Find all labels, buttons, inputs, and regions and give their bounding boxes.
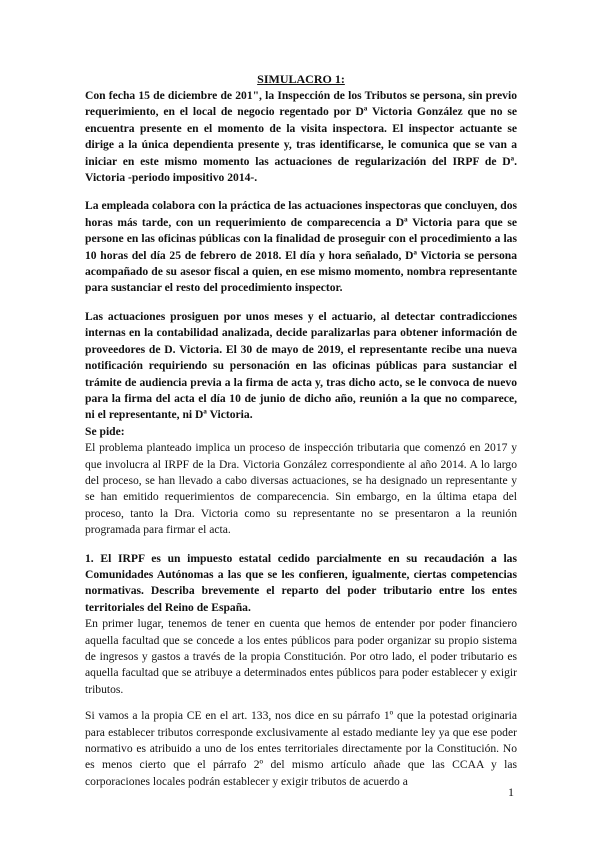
question-1: 1. El IRPF es un impuesto estatal cedido parcialmente en su recaudación a las Comunidades Autónomas a las que se les confieren, igualmente, ciertas competencias normativas. Describa brevemente el reparto del poder tributario entre los entes territoriales del Reino de España. (85, 551, 517, 614)
answer-paragraph-1: En primer lugar, tenemos de tener en cuenta que hemos de entender por poder financiero aquella facultad que se concede a los entes públicos para poder organizar su propio sistema de ingresos y gastos a través de la propia Constitución. Por otro lado, el poder tributario es aquella facultad que se atribuye a determinados entes públicos para poder establecer y exigir tributos. (85, 617, 517, 696)
document-page (85, 72, 517, 790)
answer-paragraph-2: Si vamos a la propia CE en el art. 133, nos dice en su párrafo 1º que la potestad originaria para establecer tributos corresponde exclusivamente al estado mediante ley ya que ese poder normativo es atribuido a uno de los entes territoriales directamente por la Constitución. No es menos cierto que el párrafo 2º del mismo artículo añade que las CCAA y las corporaciones locales podrán establecer y exigir tributos de acuerdo a (85, 709, 517, 788)
case-paragraph-2: La empleada colabora con la práctica de las actuaciones inspectoras que concluyen, dos horas más tarde, con un requerimiento de comparecencia a Dª Victoria para que se persone en las oficinas públicas con la finalidad de proseguir con el procedimiento a las 10 horas del día 25 de febrero de 2018. El día y hora señalado, Dª Victoria se persona acompañado de su asesor fiscal a quien, en ese mismo momento, nombra representante para sustanciar el resto del procedimiento inspector. (85, 199, 517, 295)
se-pide-text: El problema planteado implica un proceso de inspección tributaria que comenzó en 2017 y que involucra al IRPF de la Dra. Victoria González correspondiente al año 2014. A lo largo del proceso, se han llevado a cabo diversas actuaciones, se ha designado un representante y se han emitido requerimientos de comparecencia. Sin embargo, en la última etapa del proceso, tanto la Dra. Victoria como su representante no se presentaron a la reunión programada para firmar el acta. (85, 441, 517, 537)
case-paragraph-3: Las actuaciones prosiguen por unos meses y el actuario, al detectar contradicciones internas en la contabilidad analizada, decide paralizarlas para obtener información de proveedores de D. Victoria. El 30 de mayo de 2019, el representante recibe una nueva notificación requiriendo su personación en las oficinas públicas para sustanciar el trámite de audiencia previa a la firma de acta y, tras dicho acto, se le convoca de nuevo para la firma del acta el día 10 de junio de dicho año, reunión a la que no comparece, ni el representante, ni Dª Victoria. (85, 309, 517, 422)
case-paragraph-1: Con fecha 15 de diciembre de 201", la Inspección de los Tributos se persona, sin previo requerimiento, en el local de negocio regentado por Dª Victoria González que no se encuentra presente en el momento de la visita inspectora. El inspector actuante se dirige a la única dependienta presente y, tras identificarse, le comunica que se van a iniciar en este mismo momento las actuaciones de regularización del IRPF de Dª. Victoria -periodo impositivo 2014-. (85, 89, 517, 185)
page-number: 1 (508, 785, 514, 799)
document-title: SIMULACRO 1: (257, 72, 345, 86)
se-pide-label: Se pide: (85, 424, 125, 438)
